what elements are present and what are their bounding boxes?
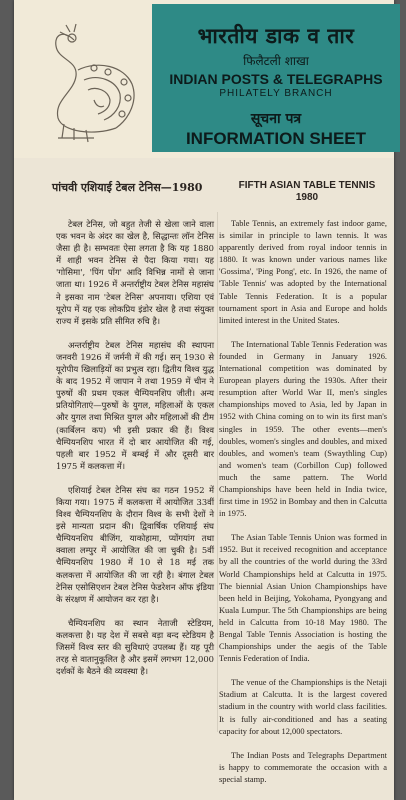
info-sheet-label: INFORMATION SHEET bbox=[185, 129, 367, 148]
information-sheet bbox=[14, 0, 394, 800]
headline-english bbox=[232, 180, 382, 204]
english-paragraph: The International Table Tennis Federation was founded in Germany in January 1926. International competition was dominated by European players during the 1930s. After their resumption after World War II, men's singles championships moved to Asia, led by Japan in 1952 with China coming on to win its first man's singles in 1959. The other events—men's doubles, women's singles and doubles, and mixed doubles, and women's team (Swaythling Cup) and women's team (Corbillon Cup) followed much the same pattern. The World Championships have been held in India twice, first time in 1952 in Bombay and then in Calcutta in 1975. bbox=[219, 339, 387, 519]
hindi-paragraph: एशियाई टेबल टेनिस संघ का गठन 1952 में किया गया। 1975 में कलकत्ता में आयोजित 33वीं विश्व चैम्पियनशिप के दौरान विश्व के सभी देशों ने इसे मान्यता प्रदान की। द्विवार्षिक एशियाई संघ चैम्पियनशिप बीजिंग, याकोहामा, प्योंगयांग तथा क्वाला लम्पुर में आयोजित की जा चुकी है। 5वीं चैम्पियनशिप 1980 में 10 से 18 मई तक कलकत्ता में आयोजित की जा रही है। बंगाल टेबल टेनिस एसोसिएशन टेबल टेनिस फेडरेशन ऑफ इंडिया के संरक्षण में आयोजन कर रहा है। bbox=[56, 484, 214, 604]
english-paragraph: The venue of the Championships is the Netaji Stadium at Calcutta. It is the largest covered stadium in the country with world class facilities. It is fully air-conditioned and has a seating capacity for about 12,000 spectators. bbox=[219, 678, 387, 736]
branch-name: PHILATELY BRANCH bbox=[219, 88, 333, 99]
headline-hindi: पांचवी एशियाई टेबल टेनिस—1980 bbox=[52, 181, 203, 194]
english-column bbox=[219, 218, 387, 798]
hindi-paragraph: टेबल टेनिस, जो बहुत तेजी से खेला जाने वाला एक भवन के अंदर का खेल है, सिद्धान्तः लॉन टेनिस जैसा ही है। सम्भवतः ऐसा लगता है कि यह 1880 में शाही भवन टेनिस से पैदा किया गया। यह 'गोसिमा', 'पिंग पोंग' आदि विभिन्न नामों से जाना जाता था। 1926 में अन्तर्राष्ट्रीय टेबल टेनिस महासंघ ने इसका नाम 'टेबल टेनिस' अपनाया। एशिया एवं यूरोप में यह एक लोकप्रिय इंडोर खेल है तथा संयुक्त राज्य में इसके प्रति सीमित रुचि है। bbox=[56, 219, 214, 326]
hindi-info-label: सूचना पत्र bbox=[250, 111, 302, 127]
peacock-emblem-icon bbox=[34, 20, 149, 145]
title-banner bbox=[152, 4, 400, 152]
headline-english-year: 1980 bbox=[295, 192, 319, 203]
hindi-paragraph: अन्तर्राष्ट्रीय टेबल टेनिस महासंघ की स्थापना जनवरी 1926 में जर्मनी में की गई। सन् 1930 से यूरोपीय खिलाड़ियों का प्रभुत्व रहा। द्वितीय विश्व युद्ध के बाद 1952 में जापान ने तथा 1959 में चीन ने पुरुषों की प्रथम एकल चैम्पियनशिप जीती। अन्य प्रतियोगिताएं—पुरुषों के युगल, महिलाओं के एकल और युगल तथा मिश्रित युगल और महिलाओं की टीम (कार्बिलन कप) भी इसी प्रकार की हैं। विश्व चैम्पियनशिप भारत में दो बार आयोजित की गई, पहली बार 1952 में बम्बई में और दूसरी बार 1975 में कलकत्ता में। bbox=[56, 339, 214, 471]
hindi-title: भारतीय डाक व तार bbox=[197, 23, 355, 48]
header bbox=[14, 0, 394, 158]
hindi-column bbox=[56, 218, 214, 689]
english-paragraph: Table Tennis, an extremely fast indoor game, is similar in principle to lawn tennis. It was apparently derived from royal indoor tennis in 1880. It was known under various names like 'Gossima', 'Ping Pong', etc. In 1926, the name of 'Table Tennis' was adopted by the International Table Tennis Federation. It is a popular tournament sport in Asia and Europe and holds limited interest in the United States. bbox=[219, 219, 387, 325]
column-divider bbox=[217, 212, 218, 732]
headline-english-line1: FIFTH ASIAN TABLE TENNIS bbox=[238, 180, 376, 191]
hindi-paragraph: चैम्पियनशिप का स्थान नेताजी स्टेडियम, कलकत्ता है। यह देश में सबसे बड़ा बन्द स्टेडियम है जिसमें विश्व स्तर की सुविधाएं उपलब्ध हैं। यह पूरी तरह से वातानुकूलित है और इसमें लगभग 12,000 दर्शकों के बैठने की व्यवस्था है। bbox=[56, 617, 214, 677]
department-title: INDIAN POSTS & TELEGRAPHS bbox=[169, 71, 383, 87]
english-paragraph: The Indian Posts and Telegraphs Department is happy to commemorate the occasion with a special stamp. bbox=[219, 750, 387, 784]
english-paragraph: The Asian Table Tennis Union was formed in 1952. But it received recognition and acceptance by all the countries of the world during the 33rd World Championships held at Calcutta in 1975. The biennial Asian Union Championships have been held in Beijing, Yokohama, Pyongyang and Kuala Lumpur. The 5th Championships are being held in Calcutta from 10-18 May 1980. The Bengal Table Tennis Association is hosting the Championships under the aegis of the Table Tennis Federation of India. bbox=[219, 533, 387, 664]
hindi-branch: फिलैटली शाखा bbox=[243, 54, 309, 68]
